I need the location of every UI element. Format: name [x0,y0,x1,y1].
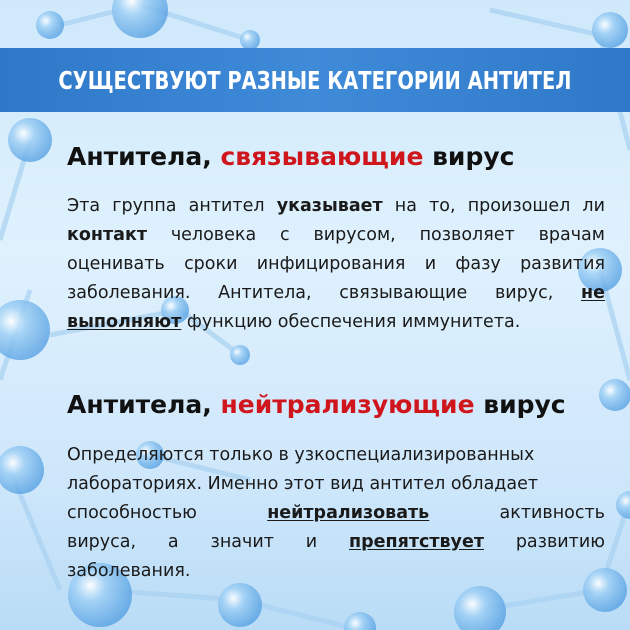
text-line [67,499,605,528]
heading-suffix: вирус [423,142,515,171]
underlined-term: нейтрализовать [267,503,430,523]
text-part: активность [499,503,605,523]
text-part: лабораториях. Именно этот вид антител обладает [67,474,539,494]
text-part: значит [210,532,274,552]
underlined-term: не выполняют [67,283,605,332]
binding-antibodies-text [67,192,605,337]
text-part: Эта группа антител [67,196,277,216]
bold-term: контакт [67,225,147,245]
text-part: а [167,532,179,552]
title-banner [0,48,630,112]
heading-suffix: вирус [474,390,566,419]
banner-title: СУЩЕСТВУЮТ РАЗНЫЕ КАТЕГОРИИ АНТИТЕЛ [58,65,572,95]
underlined-term: препятствует [349,532,484,552]
neutralizing-antibodies-heading [67,390,566,419]
neutralizing-antibodies-text [67,441,605,586]
text-part: функцию обеспечения иммунитета. [181,312,521,332]
text-line [67,528,605,557]
text-part: человека с вирусом, позволяет врачам оценивать сроки инфицирования и фазу развития заболевания. Антитела, связывающие вирус, [67,225,605,303]
text-part: развитию [515,532,605,552]
heading-prefix: Антитела, [67,142,221,171]
heading-accent-word: нейтрализующие [220,390,475,419]
text-part: способностью [67,503,197,523]
heading-accent-word: связывающие [220,142,424,171]
text-line: Определяются только в узкоспециализированных [67,445,535,465]
text-part: вируса, [67,532,137,552]
binding-antibodies-heading [67,142,514,171]
bold-term: указывает [276,196,383,216]
heading-prefix: Антитела, [67,390,221,419]
text-part: на то, произошел ли [382,196,605,216]
text-line: заболевания. [67,561,191,581]
text-line [67,470,605,499]
text-part: и [305,532,318,552]
